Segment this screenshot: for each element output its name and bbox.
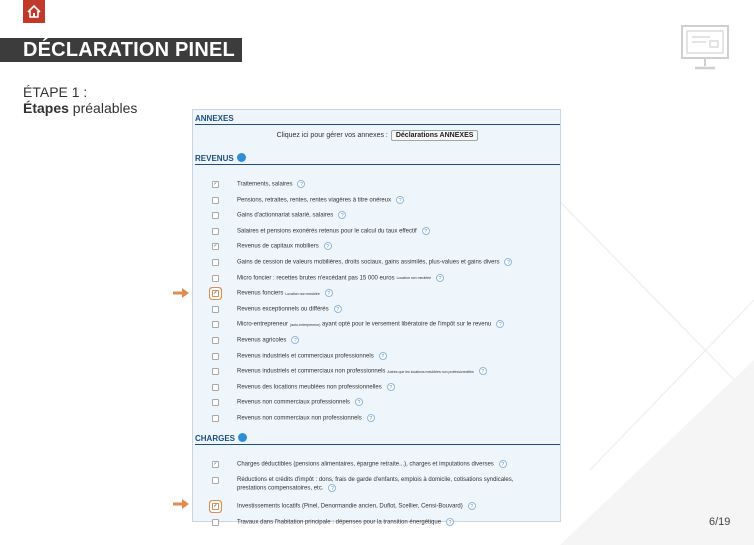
help-icon[interactable]: ? — [338, 211, 346, 219]
checkbox-label: Gains d'actionnariat salarié, salaires ? — [237, 211, 346, 220]
help-icon[interactable]: ? — [355, 398, 363, 406]
checkbox[interactable] — [212, 259, 219, 266]
checkbox[interactable] — [212, 197, 219, 204]
home-logo-icon — [23, 0, 45, 23]
checkbox[interactable] — [212, 228, 219, 235]
checkbox-label: Revenus industriels et commerciaux non professionnels Autres que les locations meublées non professionnelles ? — [237, 367, 487, 376]
help-icon[interactable]: ? — [422, 227, 430, 235]
checkbox-label: Pensions, retraites, rentes, rentes viagères à titre onéreux ? — [237, 196, 404, 205]
checkbox-label: Investissements locatifs (Pinel, Denormandie ancien, Duflot, Scellier, Censi-Bouvard) ? — [237, 502, 476, 511]
checkbox[interactable]: ✓ — [213, 503, 218, 509]
checkbox[interactable] — [212, 399, 219, 406]
checkbox[interactable] — [212, 519, 219, 526]
checkbox-label: Revenus des locations meublées non professionnelles ? — [237, 383, 395, 392]
checkbox[interactable] — [212, 353, 219, 360]
arrow-right-icon — [172, 287, 190, 299]
help-icon[interactable]: ? — [446, 518, 454, 526]
checkbox-row — [193, 196, 562, 207]
page-number: 6/19 — [709, 516, 731, 528]
checkbox-label: Gains de cession de valeurs mobilières, droits sociaux, gains assimilés, plus-values et gains divers ? — [237, 258, 512, 267]
help-icon[interactable]: ? — [297, 180, 305, 188]
checkbox-label: Salaires et pensions exonérés retenus pour le calcul du taux effectif ? — [237, 227, 430, 236]
checkbox-label: Revenus agricoles ? — [237, 336, 299, 345]
checkbox-row — [193, 274, 562, 285]
checkbox-label: Revenus exceptionnels ou différés ? — [237, 305, 342, 314]
checkbox[interactable] — [212, 337, 219, 344]
checkbox-row — [193, 367, 562, 378]
checkbox-row — [193, 180, 562, 191]
checkbox[interactable]: ✓ — [213, 181, 218, 187]
help-icon[interactable]: ? — [496, 320, 504, 328]
help-icon[interactable]: ? — [324, 242, 332, 250]
help-icon[interactable]: ? — [387, 383, 395, 391]
help-icon[interactable]: ? — [468, 502, 476, 510]
checkbox-label: Revenus non commerciaux professionnels ? — [237, 398, 363, 407]
checkbox-row — [193, 502, 562, 513]
checkbox-row — [193, 518, 562, 529]
checkbox[interactable] — [212, 368, 219, 375]
revenus-heading: REVENUS — [195, 153, 560, 165]
annexes-row: Cliquez ici pour gérer vos annexes : Déclarations ANNEXES — [193, 130, 562, 141]
help-icon[interactable]: ? — [504, 258, 512, 266]
info-icon — [238, 433, 247, 442]
help-icon[interactable]: ? — [367, 414, 375, 422]
checkbox-row — [193, 460, 562, 471]
checkbox-label: Micro-entrepreneur (auto-entrepreneur) ayant opté pour le versement libératoire de l'impôt sur le revenu ? — [237, 320, 504, 329]
checkbox-label: Revenus de capitaux mobiliers ? — [237, 242, 332, 251]
help-icon[interactable]: ? — [379, 352, 387, 360]
checkbox[interactable] — [212, 275, 219, 282]
step-label: ÉTAPE 1 : — [23, 84, 88, 100]
help-icon[interactable]: ? — [499, 460, 507, 468]
checkbox[interactable]: ✓ — [213, 290, 218, 297]
checkbox-label: Micro foncier : recettes brutes n'excédant pas 15 000 euros Location non meublée ? — [237, 274, 444, 283]
page-title: DÉCLARATION PINEL — [0, 38, 242, 62]
checkbox-row — [193, 352, 562, 363]
annexes-heading: ANNEXES — [195, 114, 560, 125]
checkbox-label: Revenus non commerciaux non professionnels ? — [237, 414, 375, 423]
help-icon[interactable]: ? — [479, 367, 487, 375]
checkbox-row — [193, 320, 562, 331]
checkbox[interactable] — [212, 477, 219, 484]
checkbox-row — [193, 414, 562, 425]
checkbox[interactable]: ✓ — [213, 461, 218, 467]
checkbox-row — [193, 336, 562, 347]
tax-form-screenshot — [192, 109, 561, 526]
computer-monitor-icon — [680, 24, 730, 72]
help-icon[interactable]: ? — [291, 336, 299, 344]
checkbox-label: Revenus fonciers Location non meublée ? — [237, 289, 333, 298]
checkbox-row — [193, 258, 562, 269]
checkbox-label: Travaux dans l'habitation principale : dépenses pour la transition énergétique ? — [237, 518, 454, 527]
checkbox-row — [193, 305, 562, 316]
charges-heading: CHARGES — [195, 433, 560, 445]
checkbox-label: Charges déductibles (pensions alimentaires, épargne retraite...), charges et imputations diverses ? — [237, 460, 507, 469]
checkbox-row — [193, 227, 562, 238]
info-icon — [237, 153, 246, 162]
declarations-annexes-button[interactable]: Déclarations ANNEXES — [391, 130, 479, 141]
checkbox[interactable]: ✓ — [213, 243, 218, 250]
checkbox[interactable] — [212, 306, 219, 313]
help-icon[interactable]: ? — [334, 305, 342, 313]
help-icon[interactable]: ? — [436, 274, 444, 282]
checkbox[interactable] — [212, 212, 219, 219]
checkbox-row — [193, 383, 562, 394]
checkbox-row — [193, 242, 562, 253]
help-icon[interactable]: ? — [396, 196, 404, 204]
checkbox-label: Traitements, salaires ? — [237, 180, 305, 189]
step-description: Étapes préalables — [23, 100, 138, 116]
checkbox[interactable] — [212, 384, 219, 391]
help-icon[interactable]: ? — [328, 484, 336, 492]
checkbox-label: Réductions et crédits d'impôt : dons, frais de garde d'enfants, emplois à domicile, cotisations syndicales, prestations compensatoires, etc. ? — [237, 476, 514, 492]
checkbox[interactable] — [212, 321, 219, 328]
checkbox-label: Revenus industriels et commerciaux professionnels ? — [237, 352, 387, 361]
checkbox-row — [193, 398, 562, 409]
checkbox-row — [193, 289, 562, 300]
checkbox-row — [193, 211, 562, 222]
arrow-right-icon — [172, 498, 190, 510]
checkbox[interactable] — [212, 415, 219, 422]
help-icon[interactable]: ? — [325, 289, 333, 297]
checkbox-row — [193, 476, 562, 492]
